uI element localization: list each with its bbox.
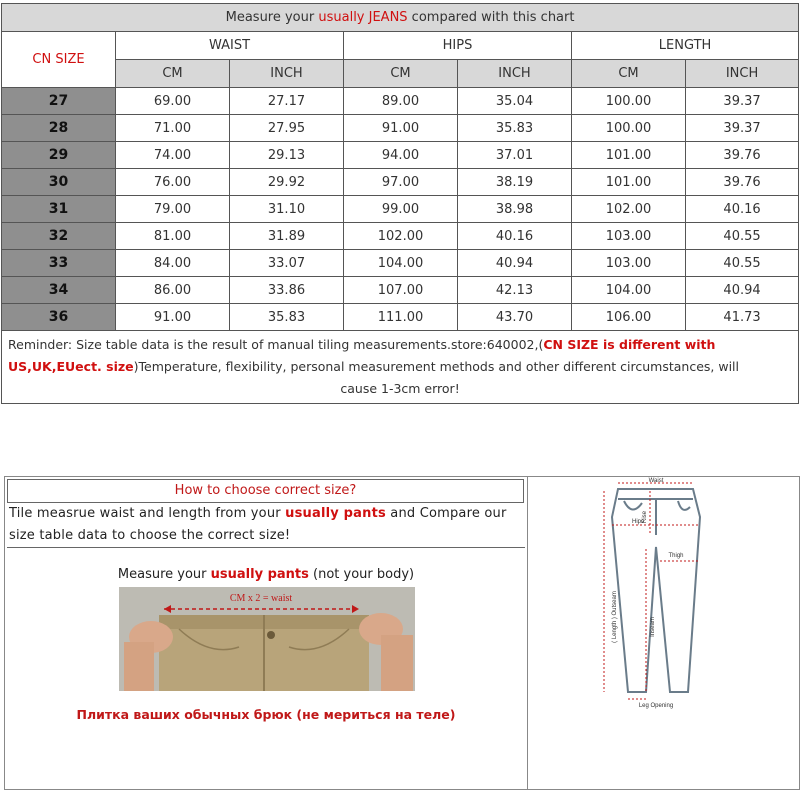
inseam-label: Inseam xyxy=(650,617,656,637)
size-row xyxy=(2,169,799,196)
measurement-cell: 31.89 xyxy=(230,223,344,250)
size-label: 28 xyxy=(2,115,116,142)
unit-header: INCH xyxy=(230,60,344,88)
reminder-note xyxy=(2,331,799,404)
measurement-cell: 79.00 xyxy=(116,196,230,223)
measurement-cell: 81.00 xyxy=(116,223,230,250)
thigh-label: Thigh xyxy=(668,553,684,559)
chart-title xyxy=(2,4,799,32)
russian-caption: Плитка ваших обычных брюк (не мериться на теле) xyxy=(76,707,456,722)
measurement-cell: 97.00 xyxy=(344,169,458,196)
button-icon xyxy=(267,631,275,639)
measurement-cell: 42.13 xyxy=(458,277,572,304)
measurement-cell: 29.92 xyxy=(230,169,344,196)
photo-caption-suffix: (not your body) xyxy=(308,567,415,582)
size-label: 31 xyxy=(2,196,116,223)
measurement-cell: 35.83 xyxy=(458,115,572,142)
length-header: LENGTH xyxy=(572,32,799,60)
size-label: 32 xyxy=(2,223,116,250)
guide-text xyxy=(9,503,525,547)
measurement-cell: 35.83 xyxy=(230,304,344,331)
pants-diagram xyxy=(528,477,798,789)
measurement-cell: 39.37 xyxy=(686,115,799,142)
chart-title-highlight: usually JEANS xyxy=(318,10,408,25)
measurement-cell: 74.00 xyxy=(116,142,230,169)
measurement-cell: 38.98 xyxy=(458,196,572,223)
guide-text-suffix: and Compare our size table data to choose the correct size! xyxy=(9,506,507,543)
measurement-cell: 40.94 xyxy=(458,250,572,277)
measurement-cell: 104.00 xyxy=(344,250,458,277)
size-label: 29 xyxy=(2,142,116,169)
unit-header: INCH xyxy=(686,60,799,88)
measurement-cell: 104.00 xyxy=(572,277,686,304)
measurement-cell: 102.00 xyxy=(344,223,458,250)
chart-title-suffix: compared with this chart xyxy=(407,10,575,25)
size-label: 30 xyxy=(2,169,116,196)
unit-header: INCH xyxy=(458,60,572,88)
measurement-cell: 27.95 xyxy=(230,115,344,142)
unit-header: CM xyxy=(572,60,686,88)
measurement-cell: 89.00 xyxy=(344,88,458,115)
size-row xyxy=(2,250,799,277)
leg-opening-label: Leg Opening xyxy=(638,703,674,709)
pants-measure-photo xyxy=(119,587,415,691)
measurement-cell: 31.10 xyxy=(230,196,344,223)
measurement-cell: 41.73 xyxy=(686,304,799,331)
measurement-cell: 39.37 xyxy=(686,88,799,115)
reminder-text-3: cause 1-3cm error! xyxy=(340,381,460,396)
measurement-cell: 103.00 xyxy=(572,223,686,250)
size-row xyxy=(2,196,799,223)
guide-heading: How to choose correct size? xyxy=(7,479,524,503)
measurement-cell: 40.55 xyxy=(686,223,799,250)
guide-text-highlight: usually pants xyxy=(285,506,386,521)
pants-measure-illustration xyxy=(119,587,415,691)
hips-label: Hips xyxy=(631,519,645,525)
measurement-cell: 103.00 xyxy=(572,250,686,277)
size-row xyxy=(2,277,799,304)
outseam-label: ( Length ) Outseam xyxy=(612,591,618,643)
rise-label: Rise xyxy=(642,510,648,524)
hips-header: HIPS xyxy=(344,32,572,60)
size-label: 33 xyxy=(2,250,116,277)
measurement-cell: 38.19 xyxy=(458,169,572,196)
measurement-cell: 84.00 xyxy=(116,250,230,277)
measurement-cell: 106.00 xyxy=(572,304,686,331)
measurement-cell: 40.55 xyxy=(686,250,799,277)
guide-text-prefix: Tile measrue waist and length from your xyxy=(9,506,286,521)
size-row xyxy=(2,142,799,169)
reminder-warning: CN SIZE is different with US,UK,EUect. size xyxy=(8,337,716,374)
reminder-text-1: Reminder: Size table data is the result of manual tiling measurements.store:640002,( xyxy=(8,337,544,352)
size-row xyxy=(2,88,799,115)
measurement-cell: 111.00 xyxy=(344,304,458,331)
photo-caption-highlight: usually pants xyxy=(210,567,309,582)
measurement-cell: 102.00 xyxy=(572,196,686,223)
measurement-cell: 86.00 xyxy=(116,277,230,304)
measurement-cell: 29.13 xyxy=(230,142,344,169)
size-chart-table xyxy=(1,3,799,404)
chart-title-prefix: Measure your xyxy=(225,10,319,25)
reminder-text-2: )Temperature, flexibility, personal measurement methods and other different circumstances, will xyxy=(133,359,740,374)
measurement-cell: 40.16 xyxy=(458,223,572,250)
measurement-cell: 40.16 xyxy=(686,196,799,223)
tape-label: CM x 2 = waist xyxy=(229,593,293,604)
waist-label: Waist xyxy=(648,478,664,484)
measurement-cell: 33.86 xyxy=(230,277,344,304)
measurement-cell: 91.00 xyxy=(344,115,458,142)
measurement-cell: 35.04 xyxy=(458,88,572,115)
measurement-cell: 40.94 xyxy=(686,277,799,304)
size-label: 27 xyxy=(2,88,116,115)
size-label: 36 xyxy=(2,304,116,331)
measurement-cell: 107.00 xyxy=(344,277,458,304)
unit-header: CM xyxy=(344,60,458,88)
pants-outline-diagram xyxy=(528,477,798,789)
waist-header: WAIST xyxy=(116,32,344,60)
photo-caption xyxy=(5,567,527,582)
cn-size-header: CN SIZE xyxy=(2,32,116,88)
photo-caption-prefix: Measure your xyxy=(117,567,211,582)
measurement-cell: 43.70 xyxy=(458,304,572,331)
measurement-cell: 101.00 xyxy=(572,142,686,169)
measure-guide xyxy=(4,476,800,790)
guide-left-panel xyxy=(5,477,528,789)
measurement-cell: 71.00 xyxy=(116,115,230,142)
size-row xyxy=(2,223,799,250)
size-label: 34 xyxy=(2,277,116,304)
measurement-cell: 37.01 xyxy=(458,142,572,169)
measurement-cell: 100.00 xyxy=(572,115,686,142)
size-row xyxy=(2,304,799,331)
measurement-cell: 101.00 xyxy=(572,169,686,196)
measurement-cell: 27.17 xyxy=(230,88,344,115)
measurement-cell: 99.00 xyxy=(344,196,458,223)
measurement-cell: 91.00 xyxy=(116,304,230,331)
measurement-cell: 69.00 xyxy=(116,88,230,115)
measurement-cell: 39.76 xyxy=(686,169,799,196)
measurement-cell: 94.00 xyxy=(344,142,458,169)
measurement-cell: 100.00 xyxy=(572,88,686,115)
measurement-cell: 76.00 xyxy=(116,169,230,196)
unit-header: CM xyxy=(116,60,230,88)
measurement-cell: 33.07 xyxy=(230,250,344,277)
measurement-cell: 39.76 xyxy=(686,142,799,169)
guide-divider xyxy=(7,547,525,548)
size-row xyxy=(2,115,799,142)
